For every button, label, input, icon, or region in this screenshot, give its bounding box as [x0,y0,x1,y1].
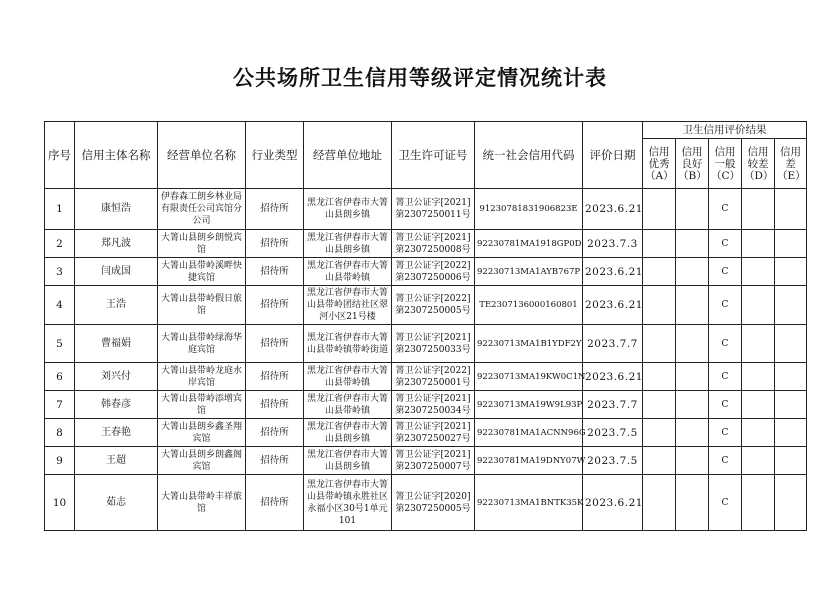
cell-grade-a [643,325,676,363]
cell-seq: 6 [45,363,75,391]
cell-unit: 大箐山县朗乡朗鑫阁宾馆 [158,447,246,475]
cell-seq: 3 [45,258,75,286]
cell-credit-code: 92230713MA1BNTK35K [475,475,583,531]
cell-credit-code: 91230781831906823E [475,189,583,230]
cell-unit: 大箐山县带岭溪畔快捷宾馆 [158,258,246,286]
header-credit-code: 统一社会信用代码 [475,122,583,189]
cell-license: 箐卫公证字[2021]第2307250007号 [392,447,475,475]
cell-subject: 王超 [75,447,158,475]
cell-subject: 曹福娟 [75,325,158,363]
cell-license: 箐卫公证字[2022]第2307250006号 [392,258,475,286]
header-date: 评价日期 [583,122,643,189]
cell-date: 2023.6.21 [583,258,643,286]
cell-industry: 招待所 [246,447,304,475]
cell-subject: 韩春彦 [75,391,158,419]
credit-rating-table [44,121,807,531]
cell-seq: 4 [45,286,75,325]
cell-seq: 7 [45,391,75,419]
table-row [45,447,807,475]
cell-subject: 王春艳 [75,419,158,447]
cell-grade-d [742,286,775,325]
cell-unit: 大箐山县带岭龙庭水岸宾馆 [158,363,246,391]
cell-seq: 2 [45,230,75,258]
cell-industry: 招待所 [246,189,304,230]
header-grade-d: 信用较差 （D） [742,139,775,189]
cell-grade-b [676,475,709,531]
cell-grade-c: C [709,325,742,363]
cell-license: 箐卫公证字[2020]第2307250005号 [392,475,475,531]
header-grade-c: 信用一般 （C） [709,139,742,189]
cell-unit: 大箐山县朗乡鑫圣翔宾馆 [158,419,246,447]
cell-address: 黑龙江省伊春市大箐山县带岭镇 [304,258,392,286]
cell-credit-code: 92230713MA19W9L93P [475,391,583,419]
cell-subject: 刘兴付 [75,363,158,391]
cell-address: 黑龙江省伊春市大箐山县朗乡镇 [304,230,392,258]
cell-grade-c: C [709,419,742,447]
cell-grade-e [775,189,807,230]
table-row [45,258,807,286]
cell-grade-c: C [709,363,742,391]
cell-address: 黑龙江省伊春市大箐山县带岭团结社区翠河小区21号楼 [304,286,392,325]
cell-grade-c: C [709,447,742,475]
cell-date: 2023.6.21 [583,363,643,391]
cell-address: 黑龙江省伊春市大箐山县带岭镇 [304,391,392,419]
cell-grade-e [775,258,807,286]
cell-grade-b [676,447,709,475]
cell-grade-c: C [709,475,742,531]
cell-grade-b [676,391,709,419]
cell-grade-a [643,419,676,447]
cell-grade-e [775,391,807,419]
cell-industry: 招待所 [246,230,304,258]
cell-subject: 茹志 [75,475,158,531]
cell-industry: 招待所 [246,325,304,363]
page-title: 公共场所卫生信用等级评定情况统计表 [233,65,607,90]
cell-grade-c: C [709,258,742,286]
table-row [45,475,807,531]
cell-unit: 大箐山县朗乡朗悦宾馆 [158,230,246,258]
cell-grade-c: C [709,189,742,230]
cell-address: 黑龙江省伊春市大箐山县带岭镇 [304,363,392,391]
table-row [45,325,807,363]
header-grade-a: 信用优秀 （A） [643,139,676,189]
cell-grade-e [775,447,807,475]
cell-seq: 1 [45,189,75,230]
cell-credit-code: 92230781MA1918GP0D [475,230,583,258]
cell-seq: 10 [45,475,75,531]
cell-grade-b [676,189,709,230]
cell-license: 箐卫公证字[2021]第2307250027号 [392,419,475,447]
cell-credit-code: 92230713MA1B1YDF2Y [475,325,583,363]
cell-subject: 闫成国 [75,258,158,286]
cell-unit: 大箐山县带岭添增宾馆 [158,391,246,419]
cell-grade-d [742,419,775,447]
cell-credit-code: 92230781MA19DNY07W [475,447,583,475]
cell-grade-c: C [709,391,742,419]
cell-grade-a [643,363,676,391]
cell-address: 黑龙江省伊春市大箐山县带岭镇带岭街道 [304,325,392,363]
cell-credit-code: 92230713MA1AYB767P [475,258,583,286]
cell-subject: 王浩 [75,286,158,325]
cell-grade-d [742,363,775,391]
cell-grade-d [742,189,775,230]
table-row [45,230,807,258]
cell-grade-e [775,230,807,258]
cell-industry: 招待所 [246,258,304,286]
cell-industry: 招待所 [246,475,304,531]
cell-grade-b [676,230,709,258]
cell-unit: 伊春森工朗乡林业局有限责任公司宾馆分公司 [158,189,246,230]
cell-industry: 招待所 [246,286,304,325]
cell-grade-b [676,419,709,447]
cell-industry: 招待所 [246,363,304,391]
cell-date: 2023.7.7 [583,325,643,363]
cell-date: 2023.7.7 [583,391,643,419]
cell-grade-d [742,391,775,419]
cell-grade-a [643,189,676,230]
cell-grade-a [643,447,676,475]
cell-date: 2023.6.21 [583,189,643,230]
cell-grade-c: C [709,230,742,258]
header-industry: 行业类型 [246,122,304,189]
cell-date: 2023.6.21 [583,286,643,325]
cell-license: 箐卫公证字[2021]第2307250008号 [392,230,475,258]
cell-grade-d [742,475,775,531]
cell-grade-e [775,363,807,391]
cell-date: 2023.6.21 [583,475,643,531]
cell-grade-d [742,447,775,475]
cell-date: 2023.7.3 [583,230,643,258]
table-row [45,286,807,325]
header-grade-b: 信用良好 （B） [676,139,709,189]
cell-grade-d [742,258,775,286]
cell-license: 箐卫公证字[2021]第2307250011号 [392,189,475,230]
cell-grade-b [676,258,709,286]
cell-seq: 9 [45,447,75,475]
cell-grade-a [643,286,676,325]
cell-license: 箐卫公证字[2022]第2307250005号 [392,286,475,325]
cell-subject: 康恒浩 [75,189,158,230]
header-subject: 信用主体名称 [75,122,158,189]
cell-unit: 大箐山县带岭丰祥旅馆 [158,475,246,531]
cell-address: 黑龙江省伊春市大箐山县带岭镇永胜社区永福小区30号1单元101 [304,475,392,531]
cell-grade-e [775,475,807,531]
table-row [45,189,807,230]
cell-date: 2023.7.5 [583,419,643,447]
cell-grade-b [676,286,709,325]
cell-grade-a [643,391,676,419]
cell-grade-e [775,419,807,447]
table-row [45,363,807,391]
cell-grade-a [643,230,676,258]
cell-license: 箐卫公证字[2022]第2307250001号 [392,363,475,391]
header-seq: 序号 [45,122,75,189]
cell-seq: 8 [45,419,75,447]
cell-industry: 招待所 [246,391,304,419]
cell-address: 黑龙江省伊春市大箐山县朗乡镇 [304,419,392,447]
cell-grade-e [775,325,807,363]
cell-grade-d [742,325,775,363]
cell-license: 箐卫公证字[2021]第2307250034号 [392,391,475,419]
cell-address: 黑龙江省伊春市大箐山县朗乡镇 [304,447,392,475]
cell-industry: 招待所 [246,419,304,447]
cell-date: 2023.7.5 [583,447,643,475]
cell-grade-a [643,475,676,531]
cell-credit-code: TE2307136000160801 [475,286,583,325]
cell-credit-code: 92230781MA1ACNN96G [475,419,583,447]
cell-grade-e [775,286,807,325]
cell-unit: 大箐山县带岭假日旅馆 [158,286,246,325]
header-license: 卫生许可证号 [392,122,475,189]
cell-address: 黑龙江省伊春市大箐山县朗乡镇 [304,189,392,230]
cell-license: 箐卫公证字[2021]第2307250033号 [392,325,475,363]
cell-grade-d [742,230,775,258]
cell-grade-a [643,258,676,286]
header-address: 经营单位地址 [304,122,392,189]
header-grade-e: 信用差 （E） [775,139,807,189]
cell-credit-code: 92230713MA19KW0C1N [475,363,583,391]
cell-unit: 大箐山县带岭绿海华庭宾馆 [158,325,246,363]
table-row [45,391,807,419]
header-result-group: 卫生信用评价结果 [643,122,807,139]
cell-subject: 郑凡波 [75,230,158,258]
header-unit: 经营单位名称 [158,122,246,189]
cell-grade-b [676,363,709,391]
cell-seq: 5 [45,325,75,363]
cell-grade-b [676,325,709,363]
cell-grade-c: C [709,286,742,325]
table-row [45,419,807,447]
